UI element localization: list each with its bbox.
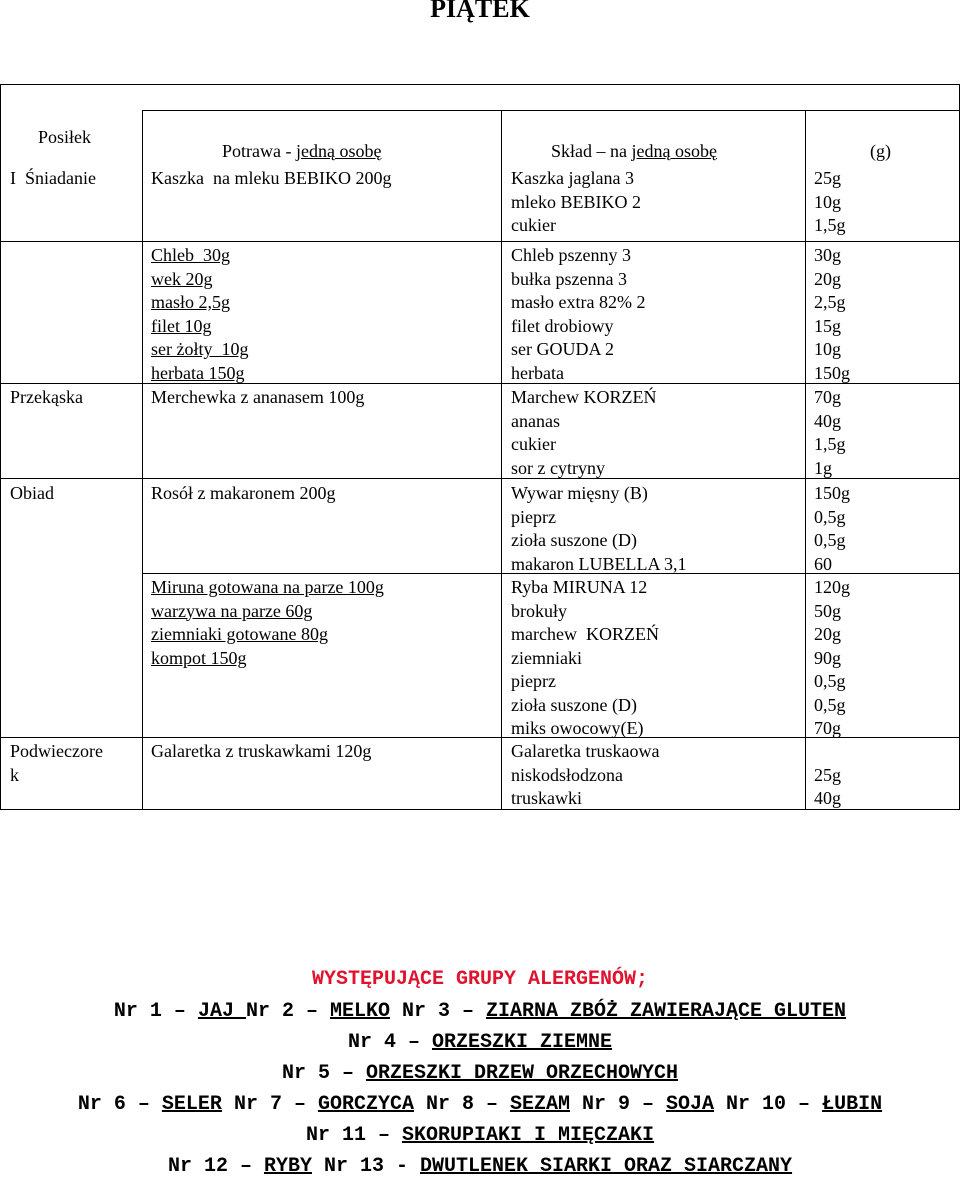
dish-line: wek 20g <box>151 268 213 289</box>
allergen-number: Nr 10 – <box>714 1093 823 1116</box>
allergen-name: SOJA <box>666 1093 715 1116</box>
quantity-value: 30g <box>814 245 841 265</box>
header-composition: Skład – na jedną osobę <box>551 141 717 161</box>
dish-line: ziemniaki gotowane 80g <box>151 624 328 644</box>
dish-line: Chleb 30g <box>151 245 230 265</box>
quantity-value: 90g <box>814 647 841 668</box>
composition-line: zioła suszone (D) <box>511 694 637 715</box>
allergen-number: Nr 11 – <box>305 1124 402 1147</box>
allergen-number: Nr 5 – <box>281 1062 366 1085</box>
composition-line: ser GOUDA 2 <box>511 339 614 359</box>
quantity-value: 0,5g <box>814 530 846 550</box>
composition-line: herbata <box>511 362 564 383</box>
allergen-line <box>0 1151 960 1182</box>
allergen-name: RYBY <box>263 1155 312 1178</box>
allergen-number: Nr 8 – <box>413 1093 510 1116</box>
quantity-value: 25g <box>814 764 841 785</box>
allergen-number: Nr 7 – <box>221 1093 318 1116</box>
dish-line: filet 10g <box>151 315 212 336</box>
allergen-name: SEZAM <box>509 1093 570 1116</box>
allergen-number: Nr 12 – <box>167 1155 264 1178</box>
quantity-value: 20g <box>814 268 841 289</box>
dish-line: Rosół z makaronem 200g <box>151 483 336 503</box>
meal-label: Podwieczore k <box>10 741 103 785</box>
composition-line: cukier <box>511 434 556 454</box>
dish-line: Miruna gotowana na parze 100g <box>151 577 384 597</box>
dish-line: warzywa na parze 60g <box>151 600 313 621</box>
dish-line: herbata 150g <box>151 362 245 383</box>
allergen-line <box>0 1027 960 1058</box>
quantity-value: 40g <box>814 788 841 808</box>
quantity-value: 0,5g <box>814 671 846 691</box>
dish-line: Merchewka z ananasem 100g <box>151 387 365 407</box>
composition-line: cukier <box>511 215 556 235</box>
allergen-number: Nr 2 – <box>245 1000 330 1023</box>
quantity-value: 0,5g <box>814 694 846 715</box>
allergen-line <box>0 1089 960 1120</box>
composition-line: miks owocowy(E) <box>511 718 644 738</box>
allergen-line <box>0 1120 960 1151</box>
composition-line: sor z cytryny <box>511 457 605 478</box>
quantity-value: 15g <box>814 315 841 336</box>
composition-line: Ryba MIRUNA 12 <box>511 577 648 597</box>
header-dish: Potrawa - jedną osobę <box>222 141 382 161</box>
allergen-name: SKORUPIAKI I MIĘCZAKI <box>401 1124 655 1147</box>
composition-line: bułka pszenna 3 <box>511 268 627 289</box>
composition-line: pieprz <box>511 671 556 691</box>
composition-line: mleko BEBIKO 2 <box>511 191 641 212</box>
allergen-name: GORCZYCA <box>317 1093 414 1116</box>
composition-line: truskawki <box>511 788 582 808</box>
allergen-name: ŁUBIN <box>822 1093 883 1116</box>
allergen-name: ORZESZKI ZIEMNE <box>431 1031 613 1054</box>
allergen-name: ZIARNA ZBÓŻ ZAWIERAJĄCE GLUTEN <box>486 1000 847 1023</box>
quantity-value: 1,5g <box>814 215 846 235</box>
composition-line: Marchew KORZEŃ <box>511 387 657 407</box>
composition-line: masło extra 82% 2 <box>511 292 646 312</box>
composition-line: Chleb pszenny 3 <box>511 245 631 265</box>
allergen-name: MELKO <box>329 1000 390 1023</box>
dish-line: masło 2,5g <box>151 292 230 312</box>
allergen-number: Nr 4 – <box>347 1031 432 1054</box>
composition-line: Wywar mięsny (B) <box>511 483 648 503</box>
meal-label: Przekąska <box>10 387 83 407</box>
allergen-line <box>0 996 960 1027</box>
quantity-value: 60 <box>814 553 832 574</box>
composition-line: niskodsłodzona <box>511 764 623 785</box>
composition-line: filet drobiowy <box>511 315 614 336</box>
quantity-value: 1,5g <box>814 434 846 454</box>
dish-line: Kaszka na mleku BEBIKO 200g <box>151 168 392 188</box>
composition-line: brokuły <box>511 600 567 621</box>
quantity-value: 70g <box>814 718 841 738</box>
header-meal: Posiłek <box>38 127 92 147</box>
composition-line: Kaszka jaglana 3 <box>511 168 634 188</box>
composition-line: pieprz <box>511 506 556 527</box>
composition-line: zioła suszone (D) <box>511 530 637 550</box>
quantity-value: 10g <box>814 191 841 212</box>
quantity-value: 120g <box>814 577 850 597</box>
header-unit: (g) <box>870 141 891 161</box>
quantity-value: 150g <box>814 362 850 383</box>
quantity-value: 25g <box>814 168 841 188</box>
quantity-value: 150g <box>814 483 850 503</box>
dish-line: kompot 150g <box>151 647 247 668</box>
quantity-value: 20g <box>814 624 841 644</box>
composition-line: ziemniaki <box>511 647 582 668</box>
allergen-number: Nr 3 – <box>389 1000 486 1023</box>
allergen-name: DWUTLENEK SIARKI ORAZ SIARCZANY <box>420 1155 793 1178</box>
allergen-number: Nr 1 – <box>113 1000 198 1023</box>
composition-line: makaron LUBELLA 3,1 <box>511 553 687 574</box>
allergen-number: Nr 13 - <box>311 1155 420 1178</box>
quantity-value: 10g <box>814 339 841 359</box>
quantity-value: 50g <box>814 600 841 621</box>
dish-line: ser żołty 10g <box>151 339 249 359</box>
quantity-value: 1g <box>814 457 832 478</box>
allergen-name: JAJ <box>197 1000 246 1023</box>
meal-label: I Śniadanie <box>10 168 96 188</box>
allergen-name: ORZESZKI DRZEW ORZECHOWYCH <box>365 1062 679 1085</box>
quantity-value: 0,5g <box>814 506 846 527</box>
quantity-value: 2,5g <box>814 292 846 312</box>
allergen-number: Nr 9 – <box>570 1093 667 1116</box>
dish-line: Galaretka z truskawkami 120g <box>151 741 372 761</box>
allergen-line <box>0 1058 960 1089</box>
composition-line: Galaretka truskaowa <box>511 741 660 761</box>
allergen-name: SELER <box>161 1093 222 1116</box>
allergen-number: Nr 6 – <box>77 1093 162 1116</box>
meal-label: Obiad <box>10 483 54 503</box>
quantity-value: 70g <box>814 387 841 407</box>
composition-line: ananas <box>511 410 560 431</box>
allergens-heading: WYSTĘPUJĄCE GRUPY ALERGENÓW; <box>311 968 649 991</box>
quantity-value: 40g <box>814 410 841 431</box>
composition-line: marchew KORZEŃ <box>511 624 659 644</box>
page-title: PIĄTEK <box>430 0 530 23</box>
